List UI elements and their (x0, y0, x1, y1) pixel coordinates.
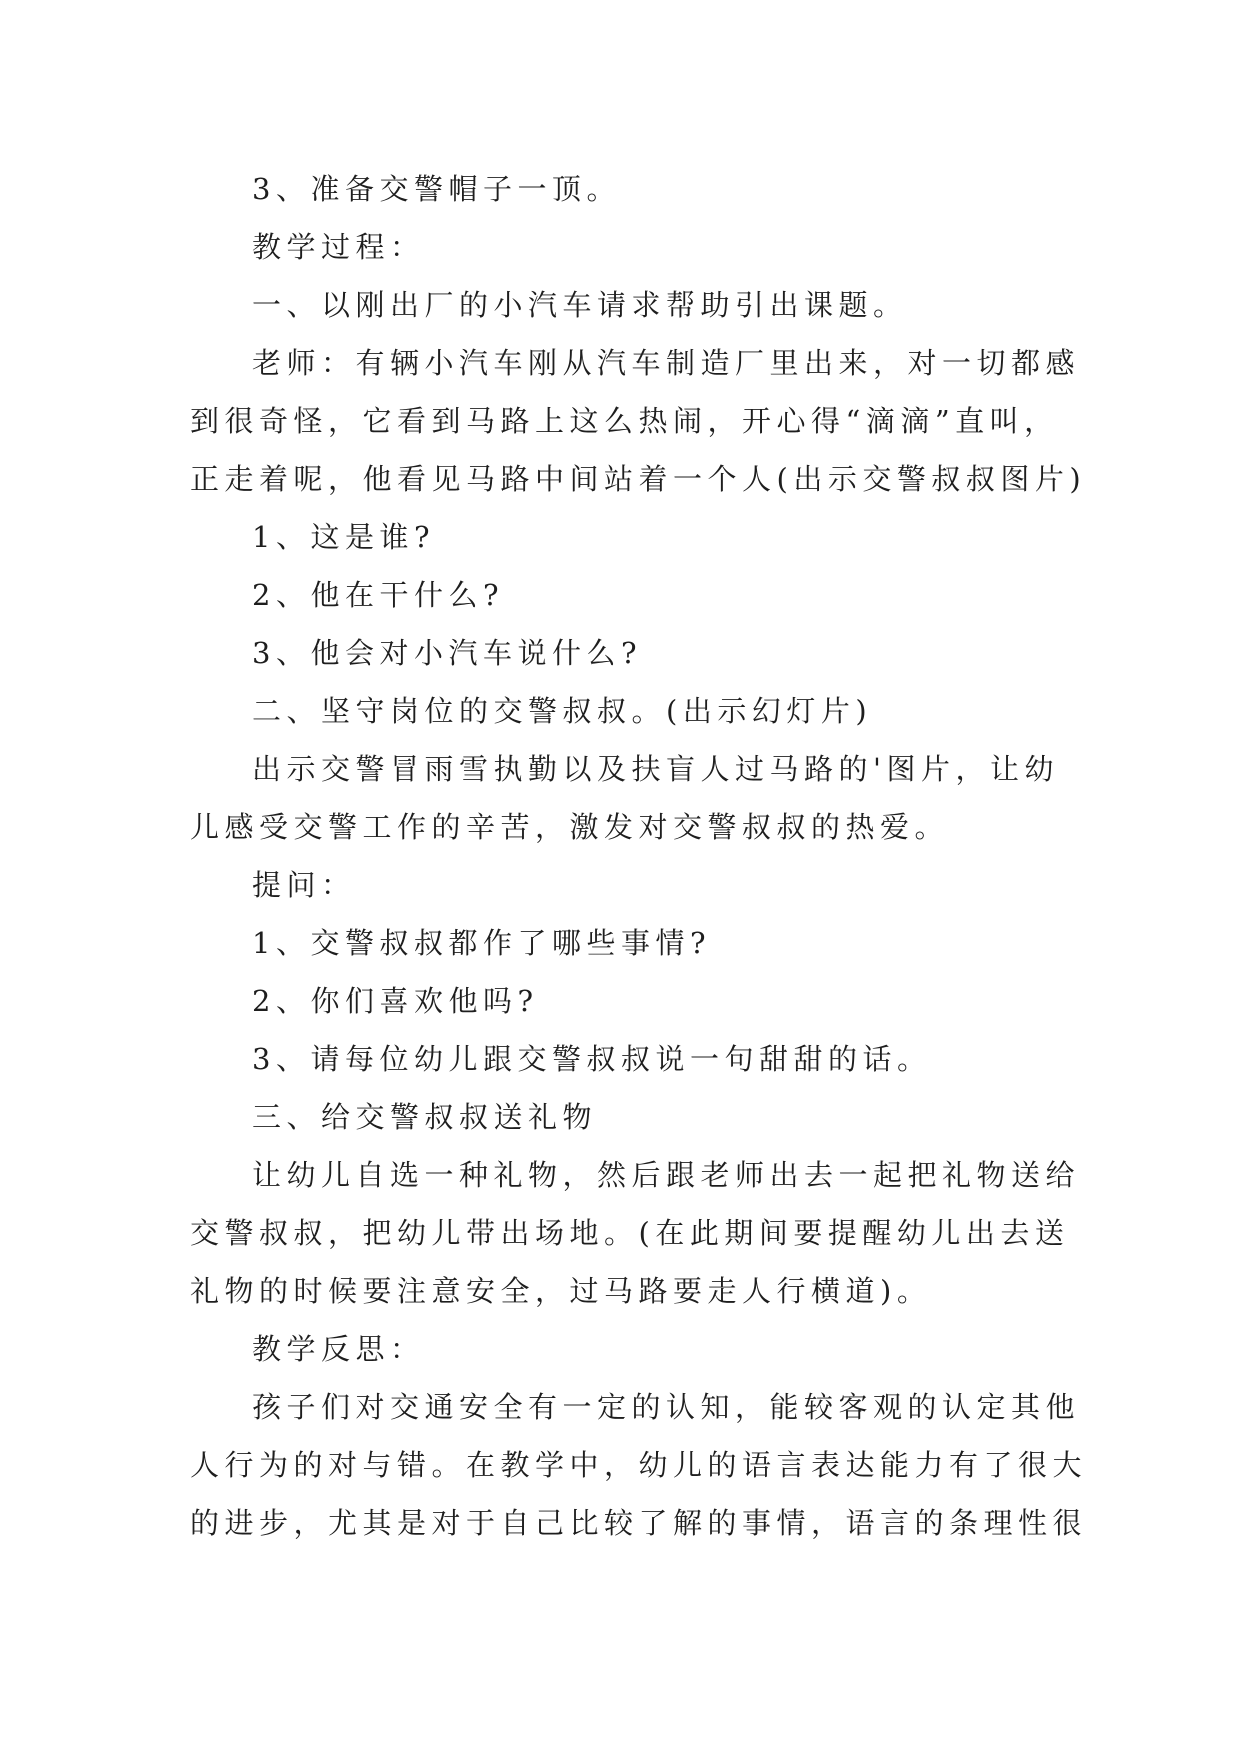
list-item: 1、交警叔叔都作了哪些事情? (252, 926, 711, 960)
section-heading: 一、以刚出厂的小汽车请求帮助引出课题。 (252, 288, 908, 322)
list-item: 3、请每位幼儿跟交警叔叔说一句甜甜的话。 (252, 1042, 932, 1076)
text-line: 礼物的时候要注意安全，过马路要走人行横道)。 (190, 1274, 932, 1308)
section-heading: 三、给交警叔叔送礼物 (252, 1100, 598, 1134)
text-line: 正走着呢，他看见马路中间站着一个人(出示交警叔叔图片) (190, 462, 1087, 496)
text-line: 老师：有辆小汽车刚从汽车制造厂里出来，对一切都感 (252, 346, 1081, 380)
section-heading: 教学过程： (252, 230, 425, 264)
text-line: 到很奇怪，它看到马路上这么热闹，开心得“滴滴”直叫， (190, 404, 1059, 438)
list-item: 1、这是谁? (252, 520, 435, 554)
text-line: 交警叔叔，把幼儿带出场地。(在此期间要提醒幼儿出去送 (190, 1216, 1070, 1250)
text-line: 儿感受交警工作的辛苦，激发对交警叔叔的热爱。 (190, 810, 950, 844)
text-line: 的进步，尤其是对于自己比较了解的事情，语言的条理性很 (190, 1506, 1088, 1540)
list-item: 2、他在干什么? (252, 578, 504, 612)
text-line: 孩子们对交通安全有一定的认知，能较客观的认定其他 (252, 1390, 1081, 1424)
document-page (190, 160, 1088, 1552)
list-item: 3、他会对小汽车说什么? (252, 636, 642, 670)
text-line: 让幼儿自选一种礼物，然后跟老师出去一起把礼物送给 (252, 1158, 1081, 1192)
text-line: 3、准备交警帽子一顶。 (252, 172, 621, 206)
list-item: 2、你们喜欢他吗? (252, 984, 539, 1018)
section-heading: 教学反思： (252, 1332, 425, 1366)
section-heading: 提问： (252, 868, 356, 902)
text-line: 出示交警冒雨雪执勤以及扶盲人过马路的'图片，让幼 (252, 752, 1059, 786)
text-line: 人行为的对与错。在教学中，幼儿的语言表达能力有了很大 (190, 1448, 1088, 1482)
section-heading: 二、坚守岗位的交警叔叔。(出示幻灯片) (252, 694, 873, 728)
